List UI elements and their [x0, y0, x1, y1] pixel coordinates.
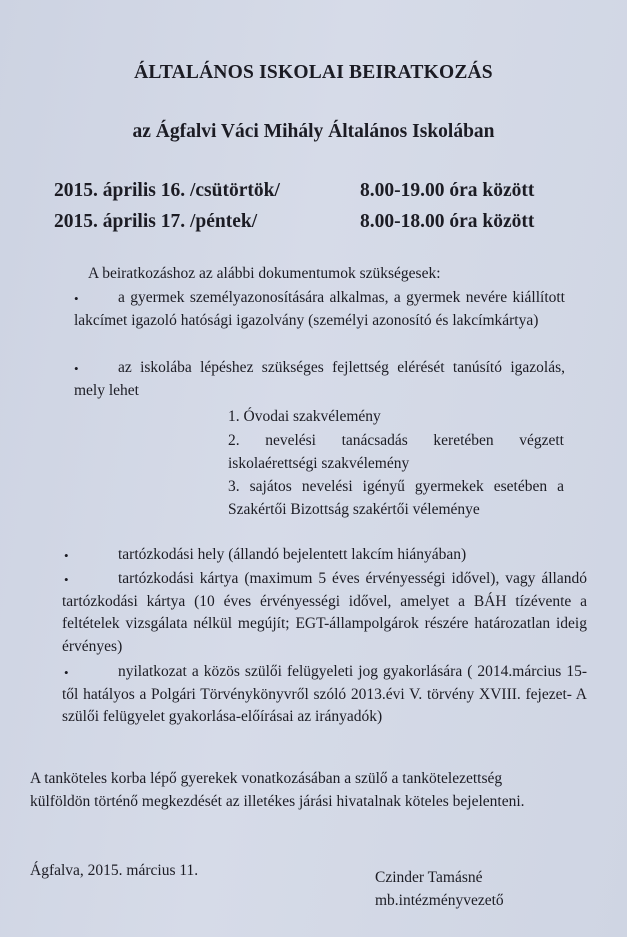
document-title: ÁLTALÁNOS ISKOLAI BEIRATKOZÁS [134, 62, 493, 83]
signer-name: Czinder Tamásné [375, 869, 483, 886]
bullet-icon: • [74, 291, 79, 306]
list-item-id-card: a gyermek személyazonosítására alkalmas, a gyermek nevére kiállított lakcímet igazoló hatósági igazolvány (személyi azonosító és lakcímkártya) [74, 289, 565, 329]
sub-item-1: 1. Óvodai szakvélemény [228, 408, 381, 425]
list-item-parental-declaration: nyilatkozat a közös szülői felügyeleti jog gyakorlására ( 2014.március 15-től hatályos a Polgári Törvénykönyvről szóló 2013.évi V. törvény XVIII. fejezet- A szülői felügyelet gyakorlása-előírásai az irányadók) [62, 663, 587, 725]
notice-text: A tanköteles korba lépő gyerekek vonatkozásában a szülő a tankötelezettség külföldön történő megkezdését az illetékes járási hivatalnak köteles bejelenteni. [30, 770, 525, 810]
time-2: 8.00-18.00 óra között [360, 211, 535, 232]
bullet-icon: • [64, 572, 69, 587]
sub-item-2: 2. nevelési tanácsadás keretében végzett iskolaérettségi szakvélemény [228, 432, 564, 472]
intro-text: A beiratkozáshoz az alábbi dokumentumok szükségesek: [88, 265, 441, 282]
signer-role: mb.intézményvezető [375, 892, 504, 909]
list-item-maturity-cert: az iskolába lépéshez szükséges fejlettség elérését tanúsító igazolás, mely lehet [74, 359, 565, 399]
document-subtitle: az Ágfalvi Váci Mihály Általános Iskolában [132, 121, 495, 142]
list-item-residence: tartózkodási hely (állandó bejelentett lakcím hiányában) [118, 546, 467, 563]
sub-item-3: 3. sajátos nevelési igényű gyermekek esetében a Szakértői Bizottság szakértői véleménye [228, 478, 564, 518]
date-1: 2015. április 16. /csütörtök/ [54, 180, 280, 201]
date-2: 2015. április 17. /péntek/ [54, 211, 258, 232]
place-date: Ágfalva, 2015. március 11. [30, 862, 199, 879]
bullet-icon: • [64, 665, 69, 680]
list-item-residence-card: tartózkodási kártya (maximum 5 éves érvényességi idővel), vagy állandó tartózkodási kártya (10 éves érvényességi idővel, amelyet a BÁH tízévente a feltételek vizsgálata nélkül megújít; EGT-állampolgárok részére határozatlan ideig érvényes) [62, 570, 587, 655]
bullet-icon: • [64, 548, 69, 563]
time-1: 8.00-19.00 óra között [360, 180, 535, 201]
bullet-icon: • [74, 361, 79, 376]
